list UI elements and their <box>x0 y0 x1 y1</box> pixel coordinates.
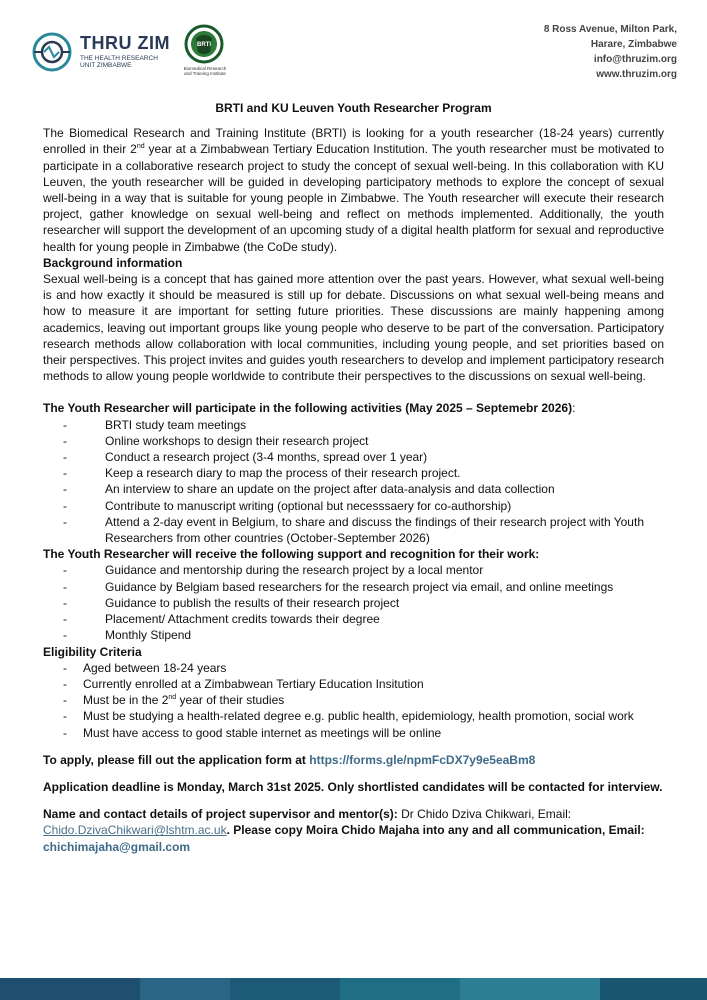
supervisor-email-link[interactable]: Chido.DzivaChikwari@lshtm.ac.uk <box>43 823 227 838</box>
background-paragraph: Sexual well-being is a concept that has gained more attention over the past years. However, what sexual well-being is and how exactly it should be measured is still up for debate. Discussions on what sexual well-being means and how to measure it are important for setting future priorities. These discussions are mainly happening among academics, leaving out important groups like young people who deserve to be part of the conversation. Participatory research methods allow collaboration with local communities, including young people, and set priorities based on their perspectives. This project invites and guides youth researchers to develop and implement participatory research methods to allow young people worldwide to contribute their perspectives to the discussions on sexual well-being. <box>43 272 664 384</box>
list-item: - Aged between 18-24 years <box>63 660 227 675</box>
page-title: BRTI and KU Leuven Youth Researcher Program <box>215 101 492 115</box>
footer-bar <box>0 978 707 1000</box>
intro-paragraph: The Biomedical Research and Training Institute (BRTI) is looking for a youth researcher (18-24 years) currently enrolled in their 2nd year at a Zimbabwean Tertiary Education Institution. The youth researcher must be motivated to participate in a collaborative research project to study the concept of sexual well-being. In this collaboration with KU Leuven, the youth researcher will be guided in developing participatory methods to explore the concept of sexual well-being in a way that is suitable for young people in Zimbabwe. The Youth researcher will execute their research project, gather knowledge on sexual well-being and reflect on methods implemented. Additionally, the youth researcher will support the development of an upcoming study of a digital health platform for sexual and reproductive health for young people in Zimbabwe (the CoDe study). <box>43 126 665 254</box>
list-item: - Keep a research diary to map the process of their research project. <box>63 466 461 481</box>
background-heading: Background information <box>43 255 183 270</box>
footer-segment <box>460 978 600 1000</box>
list-item: - Must be in the 2nd year of their studies <box>63 693 285 708</box>
list-item: - Contribute to manuscript writing (optional but necesssaery for co-authorship) <box>63 498 512 513</box>
svg-text:BRTI: BRTI <box>197 42 211 48</box>
website-link[interactable]: www.thruzim.org <box>596 69 677 80</box>
application-form-link[interactable]: https://forms.gle/npmFcDX7y9e5eaBm8 <box>309 752 536 767</box>
list-item: - Must be studying a health-related degree e.g. public health, epidemiology, health promotion, social work <box>63 709 634 724</box>
footer-segment <box>0 978 140 1000</box>
deadline-text: Application deadline is Monday, March 31st 2025. Only shortlisted candidates will be contacted for interview. <box>43 779 663 794</box>
list-item: - Conduct a research project (3-4 months, spread over 1 year) <box>63 450 428 465</box>
email-link[interactable]: info@thruzim.org <box>593 54 677 65</box>
contact-paragraph: Name and contact details of project supervisor and mentor(s): Dr Chido Dziva Chikwari, Email: Chido.DzivaChikwari@lshtm.ac.uk. Please copy Moira Chido Majaha into any and all communication, Email: chichimajaha@gmail.com <box>43 807 645 854</box>
brti-logo-icon <box>184 24 224 64</box>
list-item: - Must have access to good stable internet as meetings will be online <box>63 725 442 740</box>
list-item: - Guidance by Belgiam based researchers for the research project via email, and online meetings <box>63 579 614 594</box>
footer-segment <box>140 978 230 1000</box>
list-item: - Online workshops to design their research project <box>63 433 369 448</box>
list-item: - Attend a 2-day event in Belgium, to share and discuss the findings of their research project with Youth Researchers from other countries (October-September 2026) <box>63 514 644 546</box>
address-line: Harare, Zimbabwe <box>590 39 677 50</box>
thruzim-logo-subtitle: THE HEALTH RESEARCH UNIT ZIMBABWE <box>80 55 158 70</box>
brti-logo-caption: Biomedical Research and Training Institute <box>183 66 227 77</box>
address-line: 8 Ross Avenue, Milton Park, <box>543 24 677 35</box>
list-item: - BRTI study team meetings <box>63 417 247 432</box>
thruzim-logo <box>30 28 180 78</box>
thruzim-logo-icon <box>30 30 74 74</box>
mentor-email-link[interactable]: chichimajaha@gmail.com <box>43 839 191 854</box>
footer-segment <box>340 978 460 1000</box>
brti-logo <box>178 24 232 84</box>
document-body <box>43 100 664 855</box>
thruzim-logo-title: THRU ZIM <box>80 33 170 53</box>
eligibility-heading: Eligibility Criteria <box>43 644 142 659</box>
support-heading: The Youth Researcher will receive the following support and recognition for their work: <box>43 547 540 562</box>
list-item: - An interview to share an update on the project after data-analysis and data collection <box>63 482 555 497</box>
list-item: - Monthly Stipend <box>63 628 192 643</box>
letterhead <box>0 0 707 95</box>
eligibility-list <box>43 660 664 741</box>
list-item: - Placement/ Attachment credits towards their degree <box>63 612 380 627</box>
footer-segment <box>600 978 707 1000</box>
list-item: - Currently enrolled at a Zimbabwean Tertiary Education Insitution <box>63 676 424 691</box>
support-list <box>43 562 664 643</box>
footer-segment <box>230 978 340 1000</box>
list-item: - Guidance and mentorship during the research project by a local mentor <box>63 563 484 578</box>
activities-heading: The Youth Researcher will participate in the following activities (May 2025 – Septemebr 2026): <box>43 401 576 416</box>
list-item: - Guidance to publish the results of their research project <box>63 595 400 610</box>
address-block <box>544 22 677 82</box>
activities-list <box>43 417 664 547</box>
apply-line: To apply, please fill out the application form at https://forms.gle/npmFcDX7y9e5eaBm8 <box>43 752 536 767</box>
